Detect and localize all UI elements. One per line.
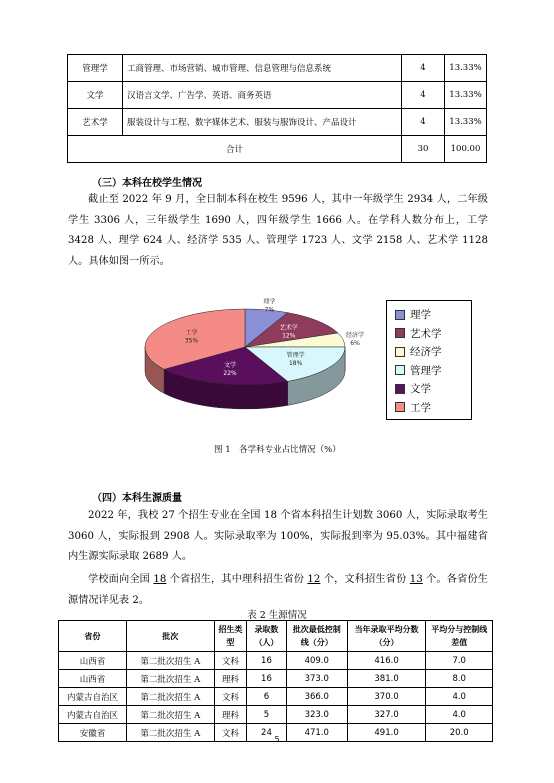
legend-label: 工学 [410,401,431,414]
table-row [59,652,493,670]
table-cell: 16 [247,652,287,670]
table-cell: 373.0 [286,670,347,688]
slice-value-label: 35% [184,337,199,345]
column-header: 招生类型 [214,621,247,652]
legend-label: 管理学 [410,364,442,377]
table-cell: 文科 [214,724,247,742]
column-header: 平均分与控制线差值 [426,621,493,652]
slice-label: 文学 [224,362,237,370]
legend-item [395,344,442,359]
provinces-paragraph: 学校面向全国 18 个省招生，其中理科招生省份 12 个，文科招生省份 13 个。各省份生源情况详见表 2。 [68,574,488,606]
percent-cell: 13.33% [445,55,487,82]
table-cell: 409.0 [286,652,347,670]
legend-label: 理学 [410,309,431,321]
table-cell: 理科 [214,706,247,724]
table-cell: 7.0 [426,652,493,670]
column-header: 批次 [127,621,215,652]
figure-caption: 图 1 各学科专业占比情况（%） [214,445,341,455]
legend-swatch [395,384,405,394]
majors-cell: 服装设计与工程、数字媒体艺术、服装与服饰设计、产品设计 [123,109,402,136]
legend-swatch [395,347,405,357]
table-cell: 4.0 [426,706,493,724]
column-header: 批次最低控制线（分） [286,621,347,652]
table-cell: 理科 [214,670,247,688]
legend-swatch [395,365,405,375]
slice-label: 工学 [185,329,198,337]
table-row [59,670,493,688]
table-cell: 4.0 [426,688,493,706]
table-cell: 491.0 [347,724,426,742]
table-cell: 366.0 [286,688,347,706]
category-cell: 管理学 [68,55,123,82]
legend-swatch [395,310,405,320]
legend-swatch [395,328,405,338]
table-cell: 5 [247,706,287,724]
legend-item [395,326,442,341]
slice-value-label: 18% [288,360,303,368]
slice-label: 管理学 [286,352,305,360]
table2-caption: 表 2 生源情况 [247,610,307,621]
table-cell: 8.0 [426,670,493,688]
table-cell: 文科 [214,652,247,670]
slice-label: 经济学 [346,332,365,340]
table-cell: 471.0 [286,724,347,742]
table-row [59,706,493,724]
percent-cell: 13.33% [445,109,487,136]
table-cell: 370.0 [347,688,426,706]
count-cell: 4 [402,55,445,82]
section-heading-students: （三）本科在校学生情况 [92,178,202,189]
page-number: 5 [274,735,280,744]
count-cell: 4 [402,82,445,109]
table-cell: 416.0 [347,652,426,670]
total-count: 30 [402,136,445,163]
table-cell: 第二批次招生 A [127,652,215,670]
table-cell: 6 [247,688,287,706]
table-cell: 山西省 [59,670,127,688]
table-cell: 第二批次招生 A [127,724,215,742]
slice-value-label: 7% [264,306,275,314]
sources-paragraph: 2022 年，我校 27 个招生专业在全国 18 个省本科招生计划数 3060 人，实际录取考生 3060 人，实际报到 2908 人。实际录取率为 100%，实际报到率为 95.03%。其中福建省内生源实际录取 2689 人。 [68,510,488,562]
table-cell: 第二批次招生 A [127,688,215,706]
legend-item [395,381,431,396]
legend-item [395,307,431,322]
table-cell: 山西省 [59,652,127,670]
total-row [68,136,487,163]
majors-cell: 工商管理、市场营销、城市管理、信息管理与信息系统 [123,55,402,82]
percent-cell: 13.33% [445,82,487,109]
column-header: 省份 [59,621,127,652]
table-cell: 第二批次招生 A [127,670,215,688]
legend-item [395,363,442,378]
section-heading-sources: （四）本科生源质量 [92,493,182,504]
table-row [59,688,493,706]
table-cell: 第二批次招生 A [127,706,215,724]
table-cell: 20.0 [426,724,493,742]
majors-cell: 汉语言文学、广告学、英语、商务英语 [123,82,402,109]
table-row [68,109,487,136]
legend-label: 经济学 [410,346,442,358]
legend-label: 艺术学 [410,327,442,340]
table-cell: 323.0 [286,706,347,724]
legend-swatch [395,402,405,412]
total-label: 合计 [68,136,402,163]
subject-pie-chart [140,298,370,425]
total-percent: 100.00 [445,136,487,163]
chart-legend [386,300,472,420]
legend-label: 文学 [410,383,431,395]
category-cell: 艺术学 [68,109,123,136]
column-header: 录取数（人） [247,621,287,652]
table-cell: 内蒙古自治区 [59,706,127,724]
table-cell: 文科 [214,688,247,706]
table-cell: 381.0 [347,670,426,688]
slice-value-label: 22% [223,370,237,378]
table-cell: 16 [247,670,287,688]
slice-value-label: 12% [282,332,296,340]
source-table [58,620,493,742]
table-row [68,55,487,82]
students-paragraph: 截止至 2022 年 9 月，全日制本科在校生 9596 人，其中一年级学生 2934 人，二年级学生 3306 人，三年级学生 1690 人，四年级学生 1666 人。在学科人数分布上，工学 3428 人、理学 624 人、经济学 535 人、管理学 1723 人、文学 2158 人、艺术学 1128 人。具体如图一所示。 [68,194,488,267]
category-cell: 文学 [68,82,123,109]
table-cell: 内蒙古自治区 [59,688,127,706]
table-cell: 安徽省 [59,724,127,742]
slice-value-label: 6% [350,340,360,348]
count-cell: 4 [402,109,445,136]
slice-label: 理学 [263,298,276,306]
majors-table [67,54,487,163]
slice-label: 艺术学 [279,324,298,332]
legend-item [395,400,431,415]
table-row [68,82,487,109]
column-header: 当年录取平均分数（分） [347,621,426,652]
table-cell: 24 [247,724,287,742]
table-cell: 327.0 [347,706,426,724]
